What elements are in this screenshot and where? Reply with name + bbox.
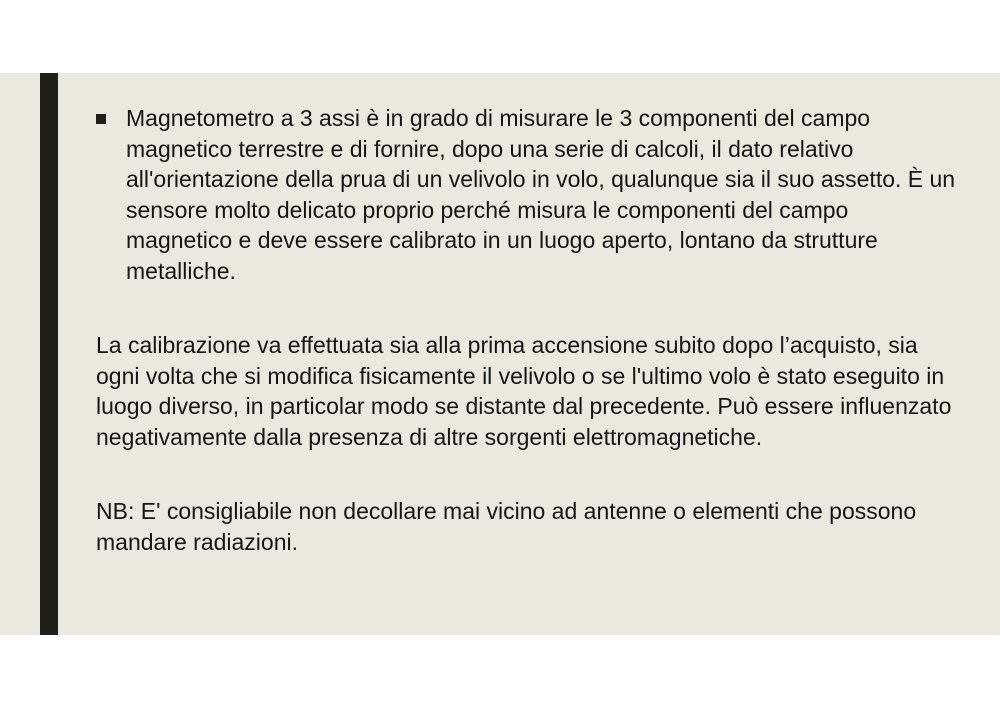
accent-bar: [40, 73, 58, 635]
bullet-text: Magnetometro a 3 assi è in grado di misurare le 3 componenti del campo magnetico terrestre e di fornire, dopo una serie di calcoli, il dato relativo all'orientazione della prua di un velivolo in volo, qualunque sia il suo assetto. È un sensore molto delicato proprio perché misura le componenti del campo magnetico e deve essere calibrato in un luogo aperto, lontano da strutture metalliche.: [126, 105, 956, 284]
slide: [0, 73, 1000, 635]
paragraph-note: NB: E' consigliabile non decollare mai vicino ad antenne o elementi che possono mandare radiazioni.: [96, 498, 917, 555]
bullet-item: [96, 103, 956, 286]
slide-content: [96, 103, 956, 557]
square-bullet-icon: [96, 114, 106, 124]
paragraph-calibration: La calibrazione va effettuata sia alla prima accensione subito dopo l’acquisto, sia ogni volta che si modifica fisicamente il velivolo o se l'ultimo volo è stato eseguito in luogo diverso, in particolar modo se distante dal precedente. Può essere influenzato negativamente dalla presenza di altre sorgenti elettromagnetiche.: [96, 332, 952, 450]
